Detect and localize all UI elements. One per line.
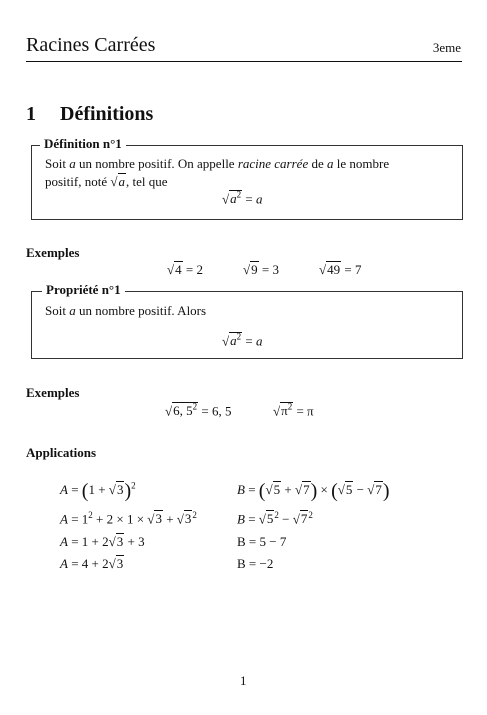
definition-label: Définition n°1 xyxy=(40,136,126,152)
example-sqrt-pi: $√\pi^2 = \pi$ xyxy=(273,402,314,419)
document-title: Racines Carrées xyxy=(26,34,156,56)
applications-heading: Applications xyxy=(26,445,97,460)
example-sqrt-4: √4 = 2 xyxy=(167,262,203,277)
application-a-line-3: A = 1 + 2√3 + 3 xyxy=(60,534,145,549)
application-b-line-4: B = −2 xyxy=(237,556,274,571)
header-rule xyxy=(26,61,462,62)
examples-heading-2: Exemples xyxy=(26,385,80,400)
page-number: 1 xyxy=(240,673,247,688)
definition-line-2: positif, noté √a, tel que xyxy=(45,174,168,189)
application-a-line-4: A = 4 + 2√3 xyxy=(60,556,124,571)
definition-line-1: Soit a un nombre positif. On appelle racine carrée de a le nombre xyxy=(45,156,390,171)
example-sqrt-49: √49 = 7 xyxy=(319,262,362,277)
definition-text xyxy=(45,155,455,191)
application-b-line-3: B = 5 − 7 xyxy=(237,534,287,549)
application-b-line-1: B = (√5 + √7) × (√5 − √7) xyxy=(237,480,390,502)
example-sqrt-6-5: √6, $5^2 = 6$, 5 xyxy=(165,402,232,419)
example-sqrt-9: √9 = 3 xyxy=(243,262,279,277)
application-a-line-2: $A = 1^2 + 2 \times 1 \times √3 + √3^2$ xyxy=(60,510,197,527)
section-number: 1 xyxy=(26,103,36,125)
property-label: Propriété n°1 xyxy=(42,282,125,298)
definition-formula: $√a^2 = a$ xyxy=(222,190,263,207)
application-b-line-2: $B = √5^2 - √7^2$ xyxy=(237,510,313,527)
property-text: Soit a un nombre positif. Alors xyxy=(45,303,207,318)
section-title: Définitions xyxy=(60,103,154,125)
property-formula: $√a^2 = a$ xyxy=(222,332,263,349)
application-a-line-1: $A = (1 + √3)^2$ xyxy=(60,480,136,502)
examples-heading: Exemples xyxy=(26,245,80,260)
class-level: 3eme xyxy=(432,40,461,55)
